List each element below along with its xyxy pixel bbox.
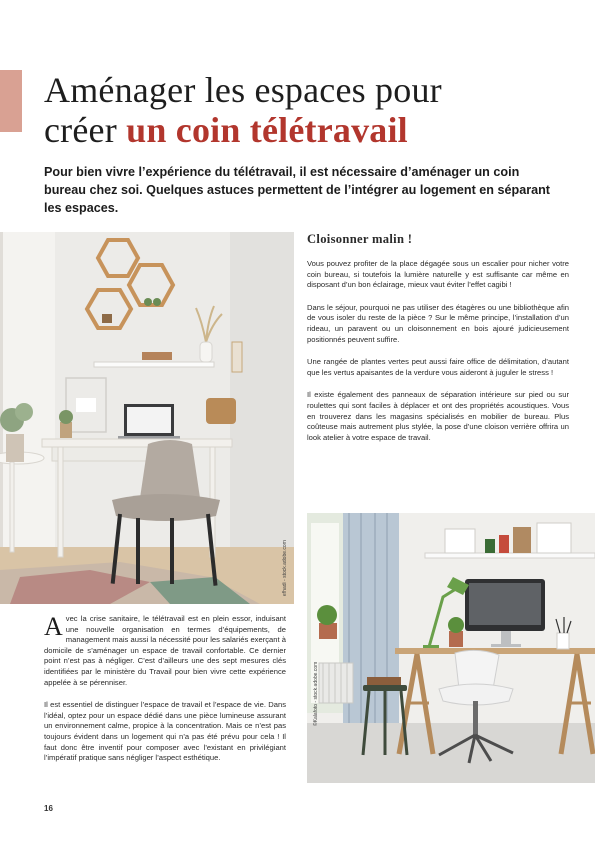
- intro-paragraph: Pour bien vivre l’expérience du télétravail, il est nécessaire d’aménager un coin bureau chez soi. Quelques astuces permettent de l’intégrer au logement en séparant les espaces.: [44, 165, 550, 215]
- left-paragraph-1: [44, 614, 286, 688]
- title-highlight: un coin télétravail: [126, 110, 408, 150]
- accent-bar: [0, 70, 22, 132]
- right-paragraph-2: Dans le séjour, pourquoi ne pas utiliser des étagères ou une bibliothèque afin de vous isoler du reste de la pièce ? Sur le même principe, l’installation d’un rideau, un paravent ou un cloisonnement en bois ajouré judicieusement positionnés peuvent suffire.: [307, 302, 569, 344]
- right-column: [307, 232, 569, 455]
- photo1-credit: efhadi - stock.adobe.com: [282, 540, 288, 596]
- page-title: [44, 70, 584, 150]
- workspace-photo: [307, 513, 595, 783]
- subheading: Cloisonner malin !: [307, 232, 413, 246]
- right-paragraph-4: Il existe également des panneaux de séparation intérieure sur pied ou sur roulettes qui sont faciles à déplacer et ont des propriétés acoustiques. Vous en trouverez dans les magasins spécialisés en mobilier de bureau. Plus coûteuse mais autrement plus stylée, la pose d’une cloison verrière offrira un look atelier à votre espace de travail.: [307, 390, 569, 442]
- home-office-photo: [0, 232, 294, 604]
- title-line1: Aménager les espaces pour: [44, 70, 442, 110]
- left-column: [44, 614, 286, 776]
- left-paragraph-1-text: vec la crise sanitaire, le télétravail est en plein essor, induisant une nouvelle organisation en termes d’équipements, de management mais aussi la nécessité pour les salariés exerçant à domicile de s’aménager un espace de travail confortable. Ce dernier point n’est pas à négliger. C’est d’ailleurs une des sept mesures clés identifiées par le ministère du Travail pour bien vivre cette expérience appelée à se pérenniser.: [44, 614, 286, 687]
- right-paragraph-3: Une rangée de plantes vertes peut aussi faire office de délimitation, d’autant que les vertus apaisantes de la verdure vous aideront à juguler le stress !: [307, 357, 569, 377]
- title-line2-prefix: créer: [44, 110, 117, 150]
- photo2-credit: ©Kalafoto - stock.adobe.com: [313, 661, 319, 726]
- right-paragraph-1: Vous pouvez profiter de la place dégagée sous un escalier pour nicher votre coin bureau, si toutefois la lumière naturelle y est suffisante car même en disposant d’un bon éclairage, mieux vaut éviter l’effet cagibi !: [307, 259, 569, 290]
- page-number: 16: [44, 804, 53, 813]
- left-paragraph-2: Il est essentiel de distinguer l’espace de travail et l’espace de vie. Dans l’idéal, optez pour un espace dédié dans une pièce lumineuse assurant un environnement calme, propice à la concentration. Mais ce n’est pas toujours évident dans un logement qui n’a pas été prévu pour cela ! Il faut donc être inventif pour composer avec l’existant en privilégiant l’impératif pratique sans négliger l’aspect esthétique.: [44, 700, 286, 763]
- drop-cap: A: [44, 612, 63, 641]
